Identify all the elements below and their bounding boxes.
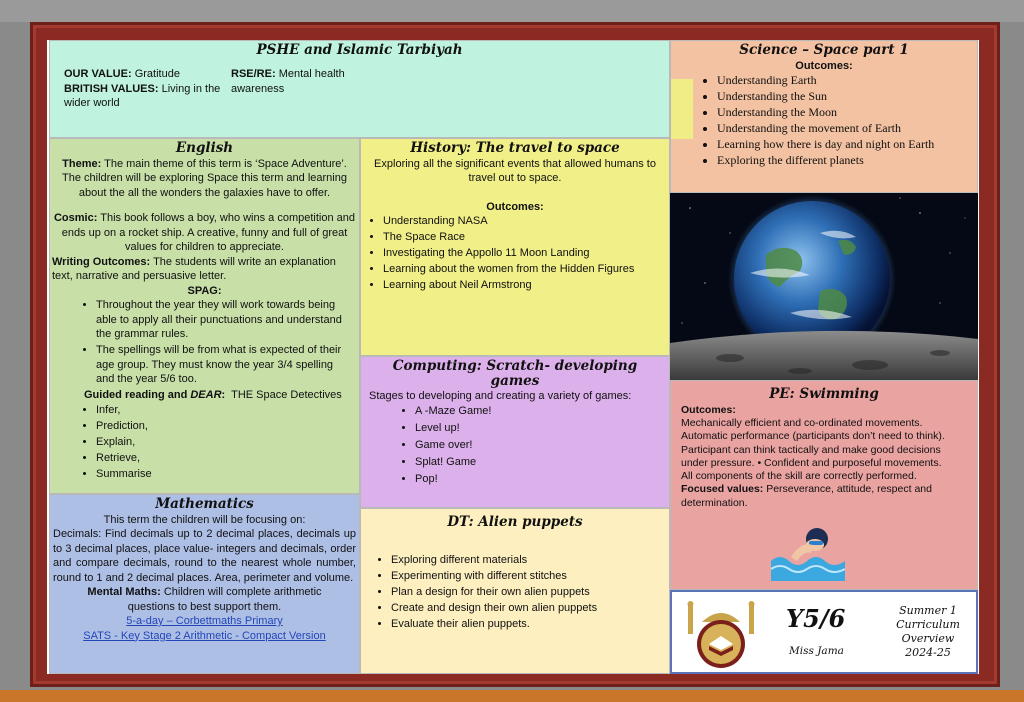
science-outcome-item: • Understanding Earth — [717, 73, 977, 88]
rse-label: RSE/RE: — [231, 68, 276, 80]
guided-reading-item: • Retrieve, — [96, 451, 357, 466]
guided-label-a: Guided reading and — [84, 389, 191, 401]
pe-outcomes-label: Outcomes: — [681, 403, 736, 416]
overview-line: Summer 1 — [899, 604, 957, 617]
rse-value: Mental health awareness — [231, 68, 345, 95]
mental-text: Children will complete arithmetic questions to best support them. — [127, 586, 322, 613]
earth-illustration — [670, 193, 978, 380]
highlight-tab — [671, 79, 693, 139]
guided-reading-list — [52, 403, 357, 482]
science-outcome-item: • Exploring the different planets — [717, 153, 977, 168]
maths-box — [49, 494, 360, 674]
science-box — [670, 40, 978, 193]
science-outcomes-list — [671, 73, 977, 168]
maths-decimals: Decimals: Find decimals up to 2 decimal places, decimals up to 3 decimal places, place value- integers and decimals, order and compare decimals, round to the nearest whole number, round to 1 and 2 decimal places. Area, perimeter and volume. — [53, 528, 356, 584]
swimmer-icon — [771, 521, 845, 581]
focused-label: Focused values: — [681, 483, 764, 496]
computing-item: • Splat! Game — [415, 455, 661, 471]
our-value: Gratitude — [134, 68, 180, 80]
cosmic-label: Cosmic: — [53, 212, 98, 224]
pe-outcome-line: Participant can think tactically and make good decisions under pressure. • Confident and purposeful movements. — [681, 443, 942, 469]
guided-label-c: : — [221, 389, 226, 401]
science-outcome-item: • Understanding the movement of Earth — [717, 121, 977, 136]
year-group: Y5/6 — [786, 604, 846, 633]
dt-box — [360, 508, 670, 674]
english-theme — [52, 157, 357, 201]
computing-intro: Stages to developing and creating a variety of games: — [369, 390, 632, 402]
pe-focused-values — [681, 483, 967, 510]
history-outcomes-list — [365, 214, 665, 293]
footer-box — [670, 590, 978, 674]
maths-title: Mathematics — [155, 496, 254, 512]
english-title: English — [175, 140, 234, 156]
dt-item: • Exploring different materials — [391, 553, 665, 568]
dt-item: • Experimenting with different stitches — [391, 569, 665, 584]
computing-box — [360, 356, 670, 508]
spag-label: SPAG: — [187, 284, 222, 297]
overview-line: Curriculum — [896, 618, 960, 631]
focused-text: Perseverance, attitude, respect and determination. — [681, 483, 932, 509]
guided-label-b: DEAR — [190, 389, 222, 401]
guided-reading-item: • Explain, — [96, 435, 357, 450]
school-crest-logo — [682, 600, 760, 672]
science-outcome-item: • Understanding the Sun — [717, 89, 977, 104]
english-cosmic — [52, 211, 357, 255]
english-writing — [52, 255, 357, 284]
pe-outcomes — [681, 417, 967, 483]
history-outcome-item: • Investigating the Appollo 11 Moon Landing — [383, 246, 665, 261]
history-outcome-item: • Learning about the women from the Hidden Figures — [383, 262, 665, 277]
dt-list — [365, 553, 665, 632]
pshe-box — [49, 40, 670, 138]
computing-item: • Pop! — [415, 472, 661, 488]
theme-text: The main theme of this term is ‘Space Adventure’. The children will be exploring Space this term and learning about the all the wonders the galaxies have to offer. — [62, 157, 347, 199]
english-box — [49, 138, 360, 494]
overview-line: 2024-25 — [905, 646, 951, 659]
pe-outcome-line: Automatic performance (participants don’t need to think). — [681, 430, 945, 443]
dt-item: • Create and design their own alien puppets — [391, 601, 665, 616]
mental-maths — [53, 585, 356, 614]
science-outcome-item: • Understanding the Moon — [717, 105, 977, 120]
theme-label: Theme: — [62, 157, 102, 170]
pe-outcome-line: All components of the skill are correctly performed. — [681, 470, 917, 483]
corbettmaths-link[interactable]: 5-a-day – Corbettmaths Primary — [126, 615, 283, 627]
bottom-bar — [0, 690, 1024, 702]
computing-title: Computing: Scratch- developing games — [392, 358, 638, 389]
mental-label: Mental Maths: — [87, 586, 161, 598]
guided-reading-item: • Prediction, — [96, 419, 357, 434]
history-box — [360, 138, 670, 356]
history-outcome-item: • Learning about Neil Armstrong — [383, 278, 665, 293]
pe-outcome-line: Mechanically efficient and co-ordinated movements. — [681, 417, 923, 429]
guided-reading-item: • Infer, — [96, 403, 357, 418]
overview-line: Overview — [901, 632, 955, 645]
british-values-label: BRITISH VALUES: — [64, 82, 159, 95]
science-outcome-item: • Learning how there is day and night on Earth — [717, 137, 977, 152]
guided-reading-item: • Summarise — [96, 467, 357, 482]
spag-list — [52, 298, 357, 387]
sats-arithmetic-link[interactable]: SATS - Key Stage 2 Arithmetic - Compact Version — [83, 629, 326, 642]
pshe-values — [64, 67, 224, 111]
top-toolbar-bar — [0, 0, 1024, 22]
history-title: History: The travel to space — [410, 140, 620, 156]
british-values: Living in the wider world — [64, 82, 221, 109]
writing-label: Writing Outcomes: — [52, 255, 151, 268]
earth-from-moon-image — [670, 193, 978, 380]
teacher-name: Miss Jama — [789, 645, 844, 657]
pe-title: PE: Swimming — [769, 386, 879, 402]
pshe-title: PSHE and Islamic Tarbiyah — [256, 42, 463, 58]
computing-item: • A -Maze Game! — [415, 404, 661, 420]
computing-item: • Game over! — [415, 438, 661, 454]
dt-title: DT: Alien puppets — [447, 514, 583, 530]
spag-item: • Throughout the year they will work towards being able to apply all their punctuations and understand the grammar rules. — [96, 298, 343, 342]
computing-item: • Level up! — [415, 421, 661, 437]
pe-box — [670, 380, 978, 590]
guided-reading — [52, 388, 357, 403]
history-outcome-item: • Understanding NASA — [383, 214, 665, 229]
guided-text: THE Space Detectives — [231, 389, 342, 401]
overview-title — [880, 604, 976, 660]
computing-list — [369, 404, 661, 488]
history-intro: Exploring all the significant events that allowed humans to travel out to space. — [374, 157, 656, 184]
spag-item: • The spellings will be from what is expected of their age group. They must know the year 3/4 spelling and the year 5/6 too. — [96, 343, 343, 387]
dt-item: • Plan a design for their own alien puppets — [391, 585, 665, 600]
rse-values — [231, 67, 371, 96]
science-title: Science – Space part 1 — [739, 42, 909, 58]
history-outcome-item: • The Space Race — [383, 230, 665, 245]
our-value-label: OUR VALUE: — [64, 68, 132, 80]
maths-intro: This term the children will be focusing on: — [103, 513, 306, 526]
science-outcomes-label: Outcomes: — [795, 59, 853, 72]
writing-text: The students will write an explanation text, narrative and persuasive letter. — [52, 255, 336, 282]
history-outcomes-label: Outcomes: — [486, 200, 544, 213]
cosmic-text: This book follows a boy, who wins a competition and ends up on a rocket ship. A creative, funny and full of great values for children to appreciate. — [61, 212, 356, 253]
dt-item: • Evaluate their alien puppets. — [391, 617, 665, 632]
